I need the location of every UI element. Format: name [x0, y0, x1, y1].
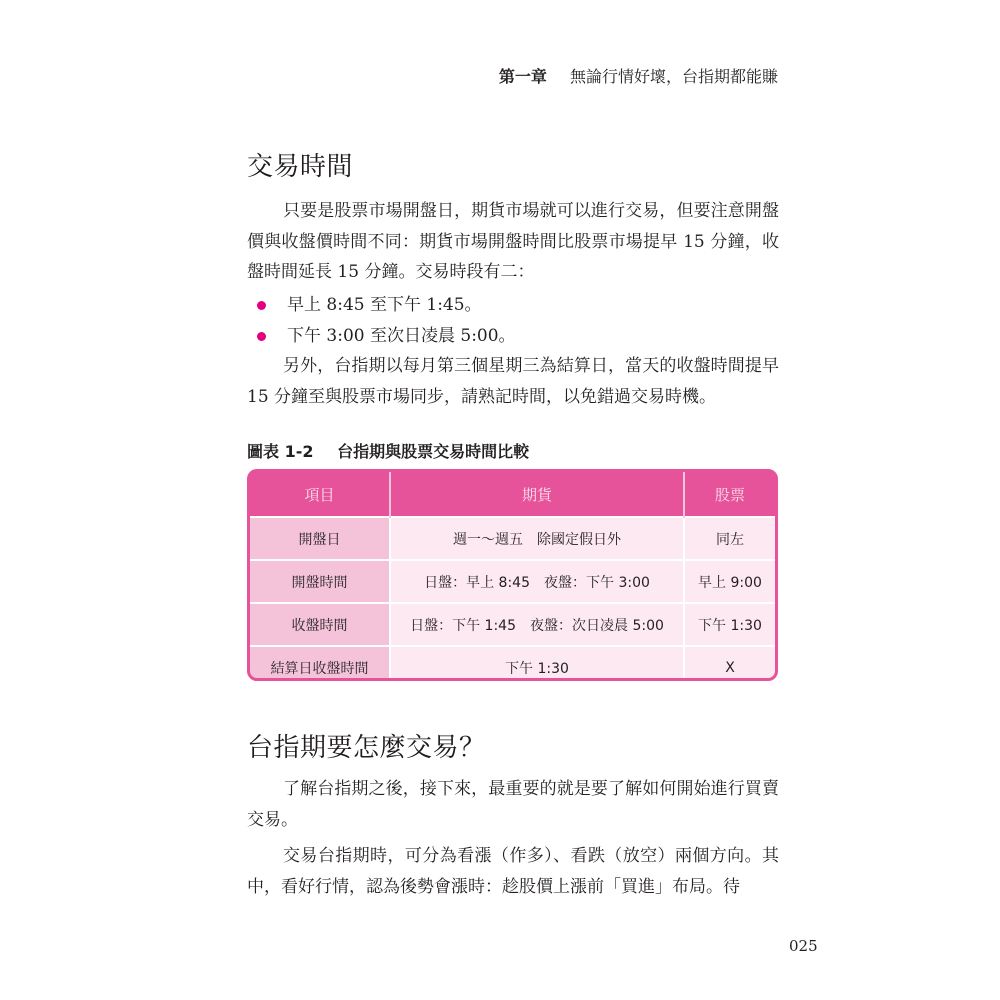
paragraph-how-to-trade-intro: 了解台指期之後，接下來，最重要的就是要了解如何開始進行買賣交易。: [247, 779, 779, 830]
list-item-text: 下午 3:00 至次日凌晨 5:00。: [287, 325, 516, 346]
bullet-dot-icon: [257, 301, 266, 310]
futures-cell: 日盤：下午 1:45 夜盤：次日凌晨 5:00: [390, 603, 684, 646]
trading-session-list: [247, 290, 516, 351]
futures-cell: 週一～週五 除國定假日外: [390, 517, 684, 560]
table-row: [250, 603, 775, 646]
page-number: 025: [789, 937, 818, 955]
bullet-dot-icon: [257, 332, 266, 341]
table-row: [250, 646, 775, 681]
figure-number: 圖表 1-2: [247, 442, 314, 461]
chapter-label: 第一章: [498, 67, 547, 86]
column-header-item: 項目: [250, 472, 390, 517]
figure-caption: [247, 439, 529, 462]
futures-cell: 日盤：早上 8:45 夜盤：下午 3:00: [390, 560, 684, 603]
row-label: 收盤時間: [250, 603, 390, 646]
comparison-table: [247, 469, 778, 681]
figure-title: 台指期與股票交易時間比較: [337, 442, 530, 461]
futures-cell: 下午 1:30: [390, 646, 684, 681]
list-item-text: 早上 8:45 至下午 1:45。: [287, 295, 482, 315]
list-item: [247, 321, 516, 352]
stocks-cell: 下午 1:30: [684, 603, 775, 646]
paragraph-trading-hours-intro: 只要是股票市場開盤日，期貨市場就可以進行交易，但要注意開盤價與收盤價時間不同：期貨市場開盤時間比股票市場提早 15 分鐘，收盤時間延長 15 分鐘。交易時段有二：: [247, 201, 779, 282]
stocks-cell: X: [684, 646, 775, 681]
row-label: 結算日收盤時間: [250, 646, 390, 681]
stocks-cell: 同左: [684, 517, 775, 560]
column-header-stocks: 股票: [684, 472, 775, 517]
paragraph-settlement-day: 另外，台指期以每月第三個星期三為結算日，當天的收盤時間提早 15 分鐘至與股票市場同步，請熟記時間，以免錯過交易時機。: [247, 356, 779, 407]
paragraph-long-short: 交易台指期時，可分為看漲（作多）、看跌（放空）兩個方向。其中，看好行情，認為後勢會漲時：趁股價上漲前「買進」布局。待: [247, 846, 779, 897]
chapter-title: 無論行情好壞，台指期都能賺: [569, 67, 778, 86]
table-header-row: [250, 472, 775, 517]
row-label: 開盤日: [250, 517, 390, 560]
stocks-cell: 早上 9:00: [684, 560, 775, 603]
section-heading-trading-hours: 交易時間: [247, 152, 354, 182]
list-item: [247, 290, 516, 321]
table-row: [250, 517, 775, 560]
section-heading-how-to-trade: 台指期要怎麼交易？: [247, 733, 486, 763]
running-head: [499, 64, 778, 87]
row-label: 開盤時間: [250, 560, 390, 603]
table-row: [250, 560, 775, 603]
column-header-futures: 期貨: [390, 472, 684, 517]
